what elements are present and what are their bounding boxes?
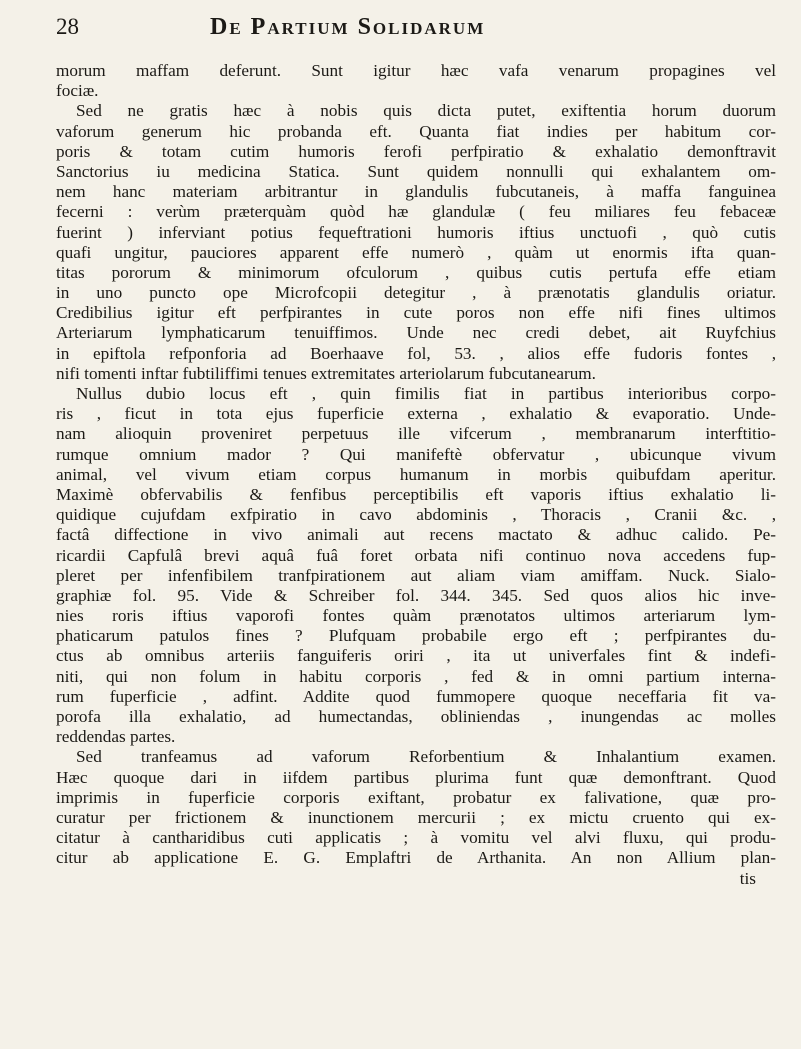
text-line: rumque omnium mador ? Qui manifeftè obfervatur , ubicunque vivum bbox=[56, 444, 776, 464]
text-line: Credibilius igitur eft perfpirantes in cute poros non effe nifi fines ultimos bbox=[56, 303, 776, 323]
text-line: ricardii Capfulâ brevi aquâ fuâ foret orbata nifi continuo nova accedens fup- bbox=[56, 545, 776, 565]
text-line: curatur per frictionem & inunctionem mercurii ; ex mictu cruento qui ex- bbox=[56, 807, 776, 827]
text-line: in uno puncto ope Microfcopii detegitur , à prænotatis glandulis oriatur. bbox=[56, 283, 776, 303]
body-text bbox=[56, 61, 776, 889]
text-line: Nullus dubio locus eft , quin fimilis fiat in partibus interioribus corpo- bbox=[76, 384, 776, 403]
text-line: fuerint ) inferviant potius fequeftrationi humoris iftius unctuofi , quò cutis bbox=[56, 222, 776, 242]
page-header bbox=[0, 14, 801, 54]
running-head: De Partium Solidarum bbox=[210, 14, 486, 40]
text-line: citur ab applicatione E. G. Emplaftri de Arthanita. An non Allium plan- bbox=[56, 848, 776, 868]
text-line: animal, vel vivum etiam corpus humanum in morbis quibufdam aperitur. bbox=[56, 464, 776, 484]
text-line: quafi ungitur, pauciores apparent effe numerò , quàm ut enormis ifta quan- bbox=[56, 242, 776, 262]
text-line: porofa illa exhalatio, ad humectandas, obliniendas , inungendas ac molles bbox=[56, 707, 776, 726]
text-line: pleret per infenfibilem tranfpirationem aut aliam viam amiffam. Nuck. Sialo- bbox=[56, 565, 776, 585]
text-line: in epiftola refponforia ad Boerhaave fol, 53. , alios effe fudoris fontes , bbox=[56, 343, 776, 363]
text-line: niti, qui non folum in habitu corporis , fed & in omni partium interna- bbox=[56, 666, 776, 686]
text-line: Sanctorius iu medicina Statica. Sunt quidem nonnulli qui exhalantem om- bbox=[56, 161, 776, 181]
text-line: titas pororum & minimorum ofculorum , quibus cutis pertufa effe etiam bbox=[56, 262, 776, 282]
text-line: fecerni : verùm præterquàm quòd hæ glandulæ ( feu miliares feu febaceæ bbox=[56, 202, 776, 222]
text-line: Maximè obfervabilis & fenfibus perceptibilis eft vaporis iftius exhalatio li- bbox=[56, 484, 776, 504]
text-line: graphiæ fol. 95. Vide & Schreiber fol. 344. 345. Sed quos alios hic inve- bbox=[56, 585, 776, 605]
text-line: quidique cujufdam exfpiratio in cavo abdominis , Thoracis , Cranii &c. , bbox=[56, 505, 776, 525]
text-line: nies roris iftius vaporofi fontes quàm prænotatos ultimos arteriarum lym- bbox=[56, 606, 776, 626]
text-line: ris , ficut in tota ejus fuperficie externa , exhalatio & evaporatio. Unde- bbox=[56, 404, 776, 424]
text-line: nifi tomenti inftar fubtiliffimi tenues extremitates arteriolarum fubcutanearum. bbox=[56, 363, 596, 383]
text-line: Hæc quoque dari in iifdem partibus plurima funt quæ demonftrant. Quod bbox=[56, 767, 776, 787]
page-number: 28 bbox=[56, 14, 79, 39]
text-line: Sed ne gratis hæc à nobis quis dicta putet, exiftentia horum duorum bbox=[76, 101, 776, 121]
text-line: reddendas partes. bbox=[56, 727, 176, 747]
text-line: Sed tranfeamus ad vaforum Reforbentium & Inhalantium examen. bbox=[76, 747, 776, 767]
text-line: nam alioquin proveniret perpetuus ille vifcerum , membranarum interftitio- bbox=[56, 424, 776, 444]
text-line: imprimis in fuperficie corporis exiftant, probatur ex falivatione, quæ pro- bbox=[56, 787, 776, 807]
text-line: vaforum generum hic probanda eft. Quanta fiat indies per habitum cor- bbox=[56, 121, 776, 141]
text-line: ctus ab omnibus arteriis fanguiferis oriri , ita ut univerfales fint & indefi- bbox=[56, 646, 776, 666]
text-line: poris & totam cutim humoris ferofi perfpiratio & exhalatio demonftravit bbox=[56, 141, 776, 161]
text-line: morum maffam deferunt. Sunt igitur hæc vafa venarum propagines vel bbox=[56, 61, 776, 80]
text-line: Arteriarum lymphaticarum tenuiffimos. Unde nec credi debet, ait Ruyfchius bbox=[56, 323, 776, 343]
text-line: rum fuperficie , adfint. Addite quod fummopere quoque neceffaria fit va- bbox=[56, 686, 776, 706]
text-line: citatur à cantharidibus cuti applicatis ; à vomitu vel alvi fluxu, qui produ- bbox=[56, 828, 776, 848]
text-line: fociæ. bbox=[56, 81, 99, 101]
text-line: factâ diffectione in vivo animali aut recens mactato & adhuc calido. Pe- bbox=[56, 525, 776, 545]
text-line: tis bbox=[739, 868, 756, 888]
text-line: nem hanc materiam arbitrantur in glandulis fubcutaneis, à maffa fanguinea bbox=[56, 182, 776, 202]
text-line: phaticarum patulos fines ? Plufquam probabile ergo eft ; perfpirantes du- bbox=[56, 626, 776, 646]
